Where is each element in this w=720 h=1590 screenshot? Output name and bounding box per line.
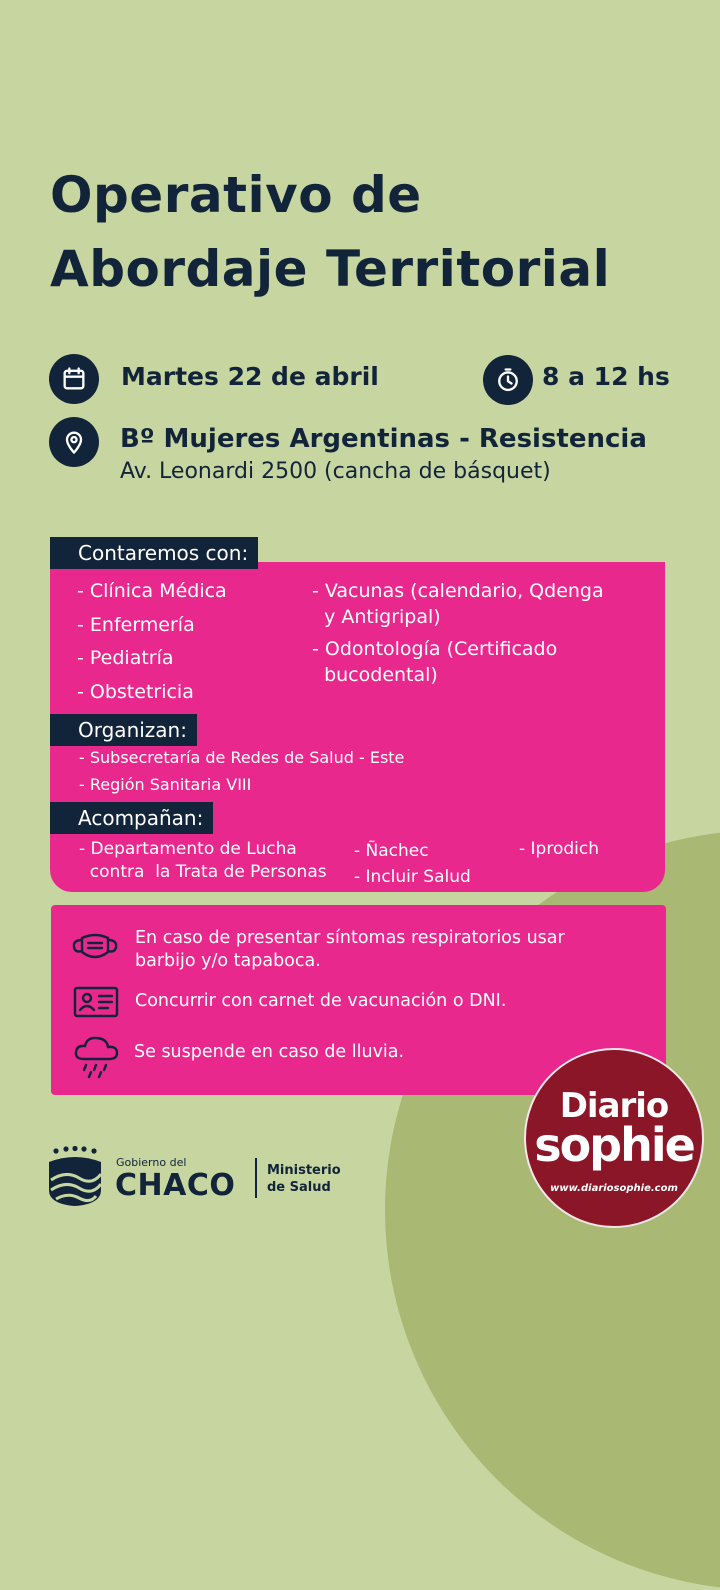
list-item: - Pediatría [77, 647, 174, 669]
diario-sophie-badge[interactable] [524, 1048, 704, 1228]
government-label: Gobierno del [116, 1156, 187, 1169]
id-card-icon [72, 983, 122, 1021]
ministry-label: Ministerio de Salud [267, 1163, 341, 1195]
list-item: - Clínica Médica [77, 580, 227, 602]
event-address: Av. Leonardi 2500 (cancha de básquet) [120, 459, 551, 484]
badge-line-2: sophie [534, 1118, 694, 1172]
list-item: - Odontología (Certificado bucodental) [312, 638, 558, 686]
services-label: Contaremos con: [50, 537, 258, 569]
list-item: - Incluir Salud [354, 867, 471, 887]
location-pin-icon [49, 417, 99, 467]
event-location: Bº Mujeres Argentinas - Resistencia [120, 424, 647, 454]
event-hours: 8 a 12 hs [542, 362, 670, 391]
supporter-item: - Departamento de Lucha contra la Trata de Personas [79, 839, 327, 882]
supporters-list [354, 838, 471, 890]
rain-cloud-icon [72, 1033, 122, 1079]
supporters-label: Acompañan: [50, 802, 213, 834]
event-date: Martes 22 de abril [121, 362, 379, 391]
note-mask-text: En caso de presentar síntomas respiratorios usar barbijo y/o tapaboca. [135, 928, 565, 971]
footer-divider [255, 1158, 257, 1198]
page-title [50, 158, 610, 306]
supporter-item: - Iprodich [519, 839, 599, 859]
note-id-text: Concurrir con carnet de vacunación o DNI. [135, 991, 507, 1011]
badge-line-1: Diario [559, 1086, 669, 1126]
list-item: - Obstetricia [77, 680, 194, 703]
organizers-label: Organizan: [50, 714, 197, 746]
face-mask-icon [70, 928, 120, 966]
list-item: - Región Sanitaria VIII [79, 775, 252, 794]
title-line-2: Abordaje Territorial [50, 240, 611, 298]
government-name: CHACO [115, 1168, 236, 1203]
calendar-icon [49, 354, 99, 404]
title-line-1: Operativo de [50, 166, 422, 224]
list-item: - Subsecretaría de Redes de Salud - Este [79, 748, 405, 767]
badge-url[interactable]: www.diariosophie.com [550, 1183, 678, 1194]
organizers-list [79, 748, 404, 802]
list-item: - Vacunas (calendario, Qdenga y Antigripal) [312, 580, 604, 628]
services-list-left [77, 578, 227, 712]
stopwatch-icon [483, 355, 533, 405]
list-item: - Enfermería [77, 613, 195, 636]
note-rain-text: Se suspende en caso de lluvia. [134, 1042, 405, 1062]
list-item: - Ñachec [354, 841, 429, 861]
services-list-right [312, 578, 604, 694]
chaco-logo-icon [46, 1146, 104, 1208]
